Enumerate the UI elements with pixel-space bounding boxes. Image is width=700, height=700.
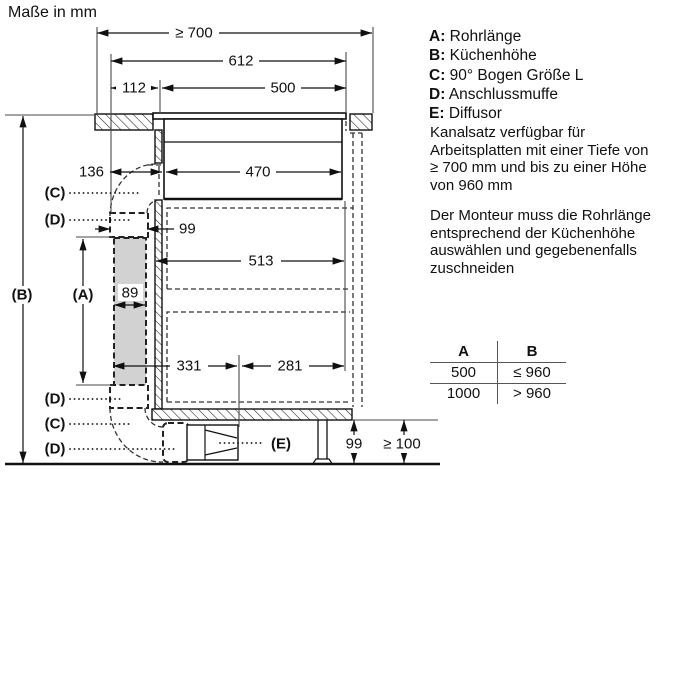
table-cell-b: > 960 xyxy=(513,385,551,402)
pipe-length-table xyxy=(430,341,566,404)
table-header-A: A xyxy=(430,341,498,362)
parts-legend xyxy=(429,27,583,123)
dimension-lines xyxy=(23,33,404,463)
legend-label-D: Anschlussmuffe xyxy=(448,85,558,103)
worktop-right-section xyxy=(350,114,372,130)
label-A: (A) xyxy=(72,286,94,304)
table-header-row xyxy=(430,341,566,363)
label-E: (E) xyxy=(271,435,291,453)
duct-pipe-A xyxy=(114,238,146,385)
dim-front-span: 331 xyxy=(176,357,202,375)
dim-cutout-total: 612 xyxy=(228,52,254,70)
note-line: auswählen und gegebenenfalls xyxy=(430,242,637,260)
legend-key-C: C: xyxy=(429,66,446,84)
dim-rear-span: 281 xyxy=(277,357,303,375)
worktop-left-section xyxy=(95,114,153,130)
note-installer xyxy=(430,207,690,278)
label-C-lower: (C) xyxy=(44,415,66,433)
note-line: entsprechend der Küchenhöhe xyxy=(430,224,636,242)
plinth-parts xyxy=(187,420,332,464)
legend-key-A: A: xyxy=(429,28,446,45)
sleeve-diffusor-D xyxy=(163,423,189,462)
label-C-upper: (C) xyxy=(44,184,66,202)
note-duct-set xyxy=(430,124,690,195)
dim-plinth-clearance: ≥ 100 xyxy=(383,435,421,453)
extension-lines xyxy=(5,24,438,427)
dim-duct-depth: 89 xyxy=(121,284,139,302)
legend-label-C: 90° Bogen Größe L xyxy=(449,66,584,84)
dim-plinth-height: 99 xyxy=(345,435,363,453)
cabinet-wall-lower-segment xyxy=(155,200,162,409)
hob-body xyxy=(153,113,346,199)
dim-sleeve-width: 99 xyxy=(179,220,196,238)
sleeve-upper-D xyxy=(110,213,148,237)
note-line: von 960 mm xyxy=(430,177,513,195)
text-backgrounds xyxy=(7,25,426,453)
table-header-B: B xyxy=(526,343,538,360)
legend-item-C xyxy=(429,66,583,85)
legend-label-E: Diffusor xyxy=(448,105,502,123)
note-line: ≥ 700 mm und bis zu einer Höhe xyxy=(430,159,647,177)
diffusor-box xyxy=(187,425,238,460)
table-cell-b: ≤ 960 xyxy=(513,364,551,381)
legend-label-B: Küchenhöhe xyxy=(449,47,537,65)
dim-cutout-front: 112 xyxy=(122,79,146,97)
dim-worktop-depth: ≥ 700 xyxy=(175,24,213,42)
hob-flange xyxy=(153,113,346,119)
note-line: Der Monteur muss die Rohrlänge xyxy=(430,207,651,224)
legend-item-A xyxy=(429,27,583,46)
installation-diagram xyxy=(0,0,445,478)
page-title: Maße in mm xyxy=(8,4,97,21)
label-D-lower: (D) xyxy=(44,440,66,458)
legend-item-B xyxy=(429,46,583,65)
legend-key-E: E: xyxy=(429,105,445,123)
note-line: Arbeitsplatten mit einer Tiefe von xyxy=(430,141,649,159)
table-row xyxy=(430,384,566,404)
legend-item-D xyxy=(429,85,583,104)
note-line: Kanalsatz verfügbar für xyxy=(430,124,586,141)
note-line: zuschneiden xyxy=(430,260,515,278)
table-cell-a: 500 xyxy=(430,363,498,383)
dim-cutout-width: 500 xyxy=(270,79,296,97)
legend-key-B: B: xyxy=(429,47,446,65)
legend-label-A: Rohrlänge xyxy=(449,28,522,45)
dim-plenum-width: 470 xyxy=(245,163,271,181)
legend-key-D: D: xyxy=(429,85,446,103)
table-cell-a: 1000 xyxy=(430,384,498,404)
cabinet-wall-upper-segment xyxy=(155,130,162,163)
cabinet-bottom-shelf xyxy=(152,409,352,420)
table-row xyxy=(430,363,566,384)
label-B: (B) xyxy=(11,286,33,304)
hob-plenum-box xyxy=(164,119,342,199)
dim-cabinet-depth: 513 xyxy=(248,252,274,270)
label-D-upper: (D) xyxy=(44,211,66,229)
dim-duct-offset: 136 xyxy=(78,163,104,181)
sleeve-lower-D xyxy=(110,385,148,408)
label-D-middle: (D) xyxy=(44,390,66,408)
legend-item-E xyxy=(429,104,583,123)
